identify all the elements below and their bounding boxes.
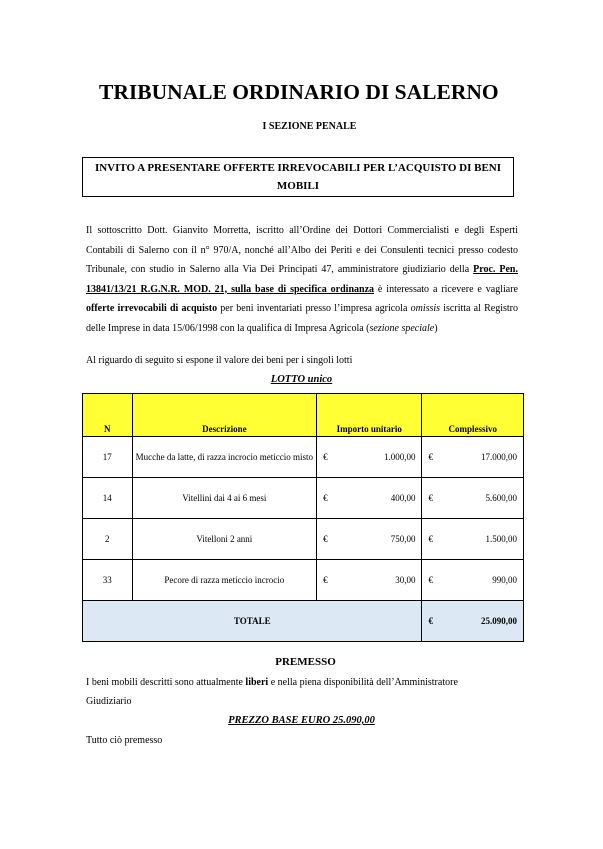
court-title: TRIBUNALE ORDINARIO DI SALERNO <box>99 80 499 104</box>
unit-value: 1.000,00 <box>383 452 416 462</box>
header-importo-unitario: Importo unitario <box>317 394 422 437</box>
closing-line: Tutto ciò premesso <box>86 735 163 746</box>
premesso-text-2: e nella piena disponibilità dell’Amministratore <box>268 677 458 688</box>
notice-title-line1: INVITO A PRESENTARE OFFERTE IRREVOCABILI PER L’ACQUISTO DI BENI <box>94 162 502 174</box>
total-label: TOTALE <box>83 601 422 642</box>
irrevocable-offers-phrase: offerte irrevocabili di acquisto <box>86 303 218 314</box>
cell-total <box>422 478 524 519</box>
table-row <box>83 437 524 478</box>
total-value: 1.500,00 <box>485 534 517 544</box>
header-n: N <box>83 394 133 437</box>
unit-value: 400,00 <box>390 493 416 503</box>
euro-sign: € <box>428 616 433 626</box>
euro-sign: € <box>428 452 433 462</box>
cell-unit <box>317 560 422 601</box>
special-section-text: sezione speciale <box>369 322 435 334</box>
cell-n: 14 <box>83 478 133 519</box>
intro-text-2: è interessato a ricevere e vagliare <box>374 283 518 295</box>
euro-sign: € <box>323 452 328 462</box>
cell-desc: Pecore di razza meticcio incrocio <box>132 560 317 601</box>
table-header-row <box>83 394 524 437</box>
premesso-heading: PREMESSO <box>275 656 336 668</box>
intro-text-5: ) <box>434 322 438 334</box>
proceeding-reference: Proc. Pen. 13841/13/21 R.G.N.R. MOD. 21, sulla base di specifica ordinanza <box>86 264 518 295</box>
cell-n: 17 <box>83 437 133 478</box>
header-complessivo: Complessivo <box>422 394 524 437</box>
intro-paragraph <box>86 221 518 338</box>
header-descrizione: Descrizione <box>132 394 317 437</box>
unit-value: 30,00 <box>395 575 416 585</box>
total-value: 990,00 <box>492 575 517 585</box>
euro-sign: € <box>428 575 433 585</box>
cell-unit <box>317 437 422 478</box>
section-subtitle: I SEZIONE PENALE <box>262 121 357 132</box>
euro-sign: € <box>323 534 328 544</box>
notice-title-line2: MOBILI <box>276 180 320 192</box>
goods-table <box>82 393 524 642</box>
table-row <box>83 560 524 601</box>
cell-n: 2 <box>83 519 133 560</box>
total-value: 17.000,00 <box>481 452 517 462</box>
cell-n: 33 <box>83 560 133 601</box>
cell-unit <box>317 478 422 519</box>
intro-text-1: Il sottoscritto Dott. Gianvito Morretta, iscritto all’Ordine dei Dottori Commercialisti e degli Esperti Contabili di Salerno con il n° 970/A, nonché all’Albo dei Periti e dei Consulenti tecnici presso codesto Tribunale, con studio in Salerno alla Via Dei Principati 47, amministratore giudiziario della <box>86 225 518 275</box>
euro-sign: € <box>428 534 433 544</box>
intro-text-4: iscritta al Registro delle Imprese in data 15/06/1998 con la qualifica di Impresa Agricola ( <box>86 303 518 334</box>
table-row <box>83 478 524 519</box>
table-row <box>83 519 524 560</box>
total-row <box>83 601 524 642</box>
premesso-text-1: I beni mobili descritti sono attualmente <box>86 677 246 688</box>
premesso-text <box>86 677 458 688</box>
cell-total <box>422 437 524 478</box>
euro-sign: € <box>428 493 433 503</box>
liberi-word: liberi <box>245 677 269 688</box>
intro-text-3: per beni inventariati presso l’impresa agricola <box>217 303 411 314</box>
cell-total <box>422 519 524 560</box>
total-cell <box>422 601 524 642</box>
euro-sign: € <box>323 493 328 503</box>
grand-total-value: 25.090,00 <box>481 616 517 626</box>
lot-title: LOTTO unico <box>270 374 333 385</box>
cell-desc: Mucche da latte, di razza incrocio meticcio misto <box>132 437 317 478</box>
lots-intro-line: Al riguardo di seguito si espone il valore dei beni per i singoli lotti <box>86 355 353 366</box>
unit-value: 750,00 <box>390 534 416 544</box>
total-value: 5.600,00 <box>485 493 517 503</box>
omissis-word: omissis <box>410 303 441 314</box>
base-price: PREZZO BASE EURO 25.090,00 <box>228 715 375 726</box>
cell-desc: Vitelloni 2 anni <box>132 519 317 560</box>
notice-title-box <box>82 157 514 197</box>
cell-total <box>422 560 524 601</box>
cell-unit <box>317 519 422 560</box>
euro-sign: € <box>323 575 328 585</box>
premesso-line2: Giudiziario <box>86 696 132 707</box>
cell-desc: Vitellini dai 4 ai 6 mesi <box>132 478 317 519</box>
